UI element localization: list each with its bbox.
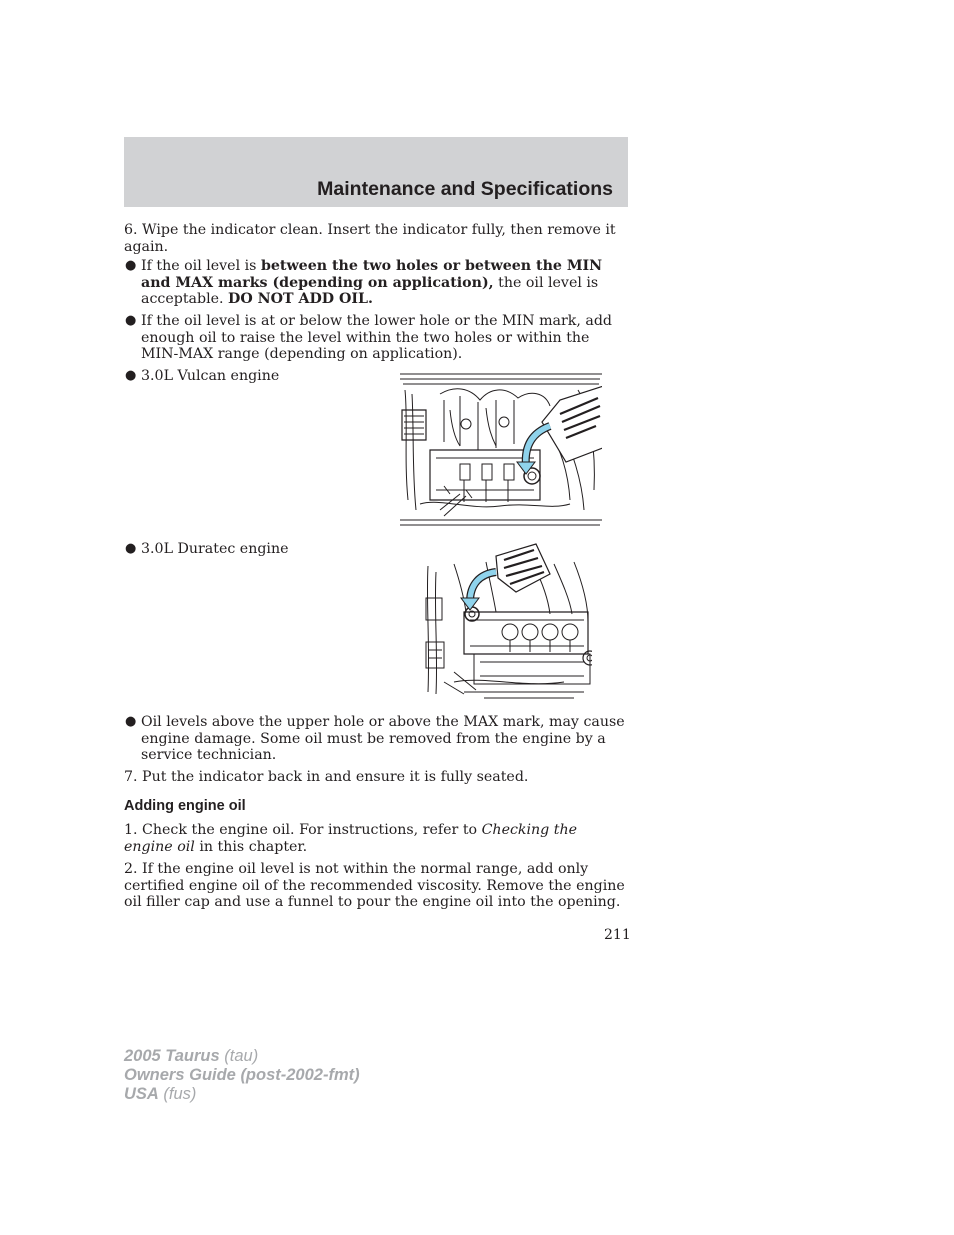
bullet-dot: ● <box>125 368 137 383</box>
footer <box>124 1047 360 1104</box>
footer-line-3 <box>124 1085 360 1104</box>
do-not-add-oil: DO NOT ADD OIL. <box>228 291 373 307</box>
page-number: 211 <box>604 927 631 943</box>
cross-reference-link: Checking the engine oil <box>124 822 578 855</box>
duratec-engine-illustration <box>424 542 592 704</box>
header-band <box>124 137 628 207</box>
bullet-text: Oil levels above the upper hole or above the MAX mark, may cause engine damage. Some oil must be removed from the engine by a service technician. <box>141 714 625 763</box>
step-6-text: 6. Wipe the indicator clean. Insert the indicator fully, then remove it again. <box>124 222 616 255</box>
footer-guide: Owners Guide (post-2002-fmt) <box>124 1066 360 1084</box>
footer-market-code: (fus) <box>158 1085 197 1103</box>
bullet-dot: ● <box>125 541 137 556</box>
bullet-text: 3.0L Vulcan engine <box>141 368 280 384</box>
section-heading-adding-engine-oil: Adding engine oil <box>124 798 246 814</box>
bullet-text-pre: If the oil level is <box>141 258 261 274</box>
bullet-dot: ● <box>125 313 137 328</box>
footer-line-2 <box>124 1066 360 1085</box>
bullet-text-post: the oil level is acceptable. <box>141 274 599 307</box>
bullet-dot: ● <box>125 258 137 273</box>
vulcan-engine-illustration <box>400 370 602 530</box>
bullet-text <box>141 258 631 308</box>
add-oil-step-2: 2. If the engine oil level is not within the normal range, add only certified engine oil of the recommended viscosity. Remove the engine oil filler cap and use a funnel to pour the engine oil into the opening. <box>124 861 625 910</box>
bullet-text: If the oil level is at or below the lower hole or the MIN mark, add enough oil to raise the level within the two holes or within the MIN-MAX range (depending on application). <box>141 313 613 362</box>
footer-model-code: (tau) <box>219 1047 259 1065</box>
add-oil-step-1 <box>124 822 630 855</box>
bullet-dot: ● <box>125 714 137 729</box>
add-oil-step-1-post: in this chapter. <box>194 838 308 855</box>
add-oil-step-1-pre: 1. Check the engine oil. For instructions, refer to <box>124 822 482 838</box>
footer-line-1 <box>124 1047 360 1066</box>
bullet-text: 3.0L Duratec engine <box>141 541 289 557</box>
footer-model: 2005 Taurus <box>124 1047 220 1065</box>
footer-market: USA <box>124 1085 159 1103</box>
page-title: Maintenance and Specifications <box>317 178 613 200</box>
bullet-text-bold: between the two holes or between the MIN and MAX marks (depending on application), <box>141 258 603 291</box>
step-7-text: 7. Put the indicator back in and ensure it is fully seated. <box>124 769 529 785</box>
